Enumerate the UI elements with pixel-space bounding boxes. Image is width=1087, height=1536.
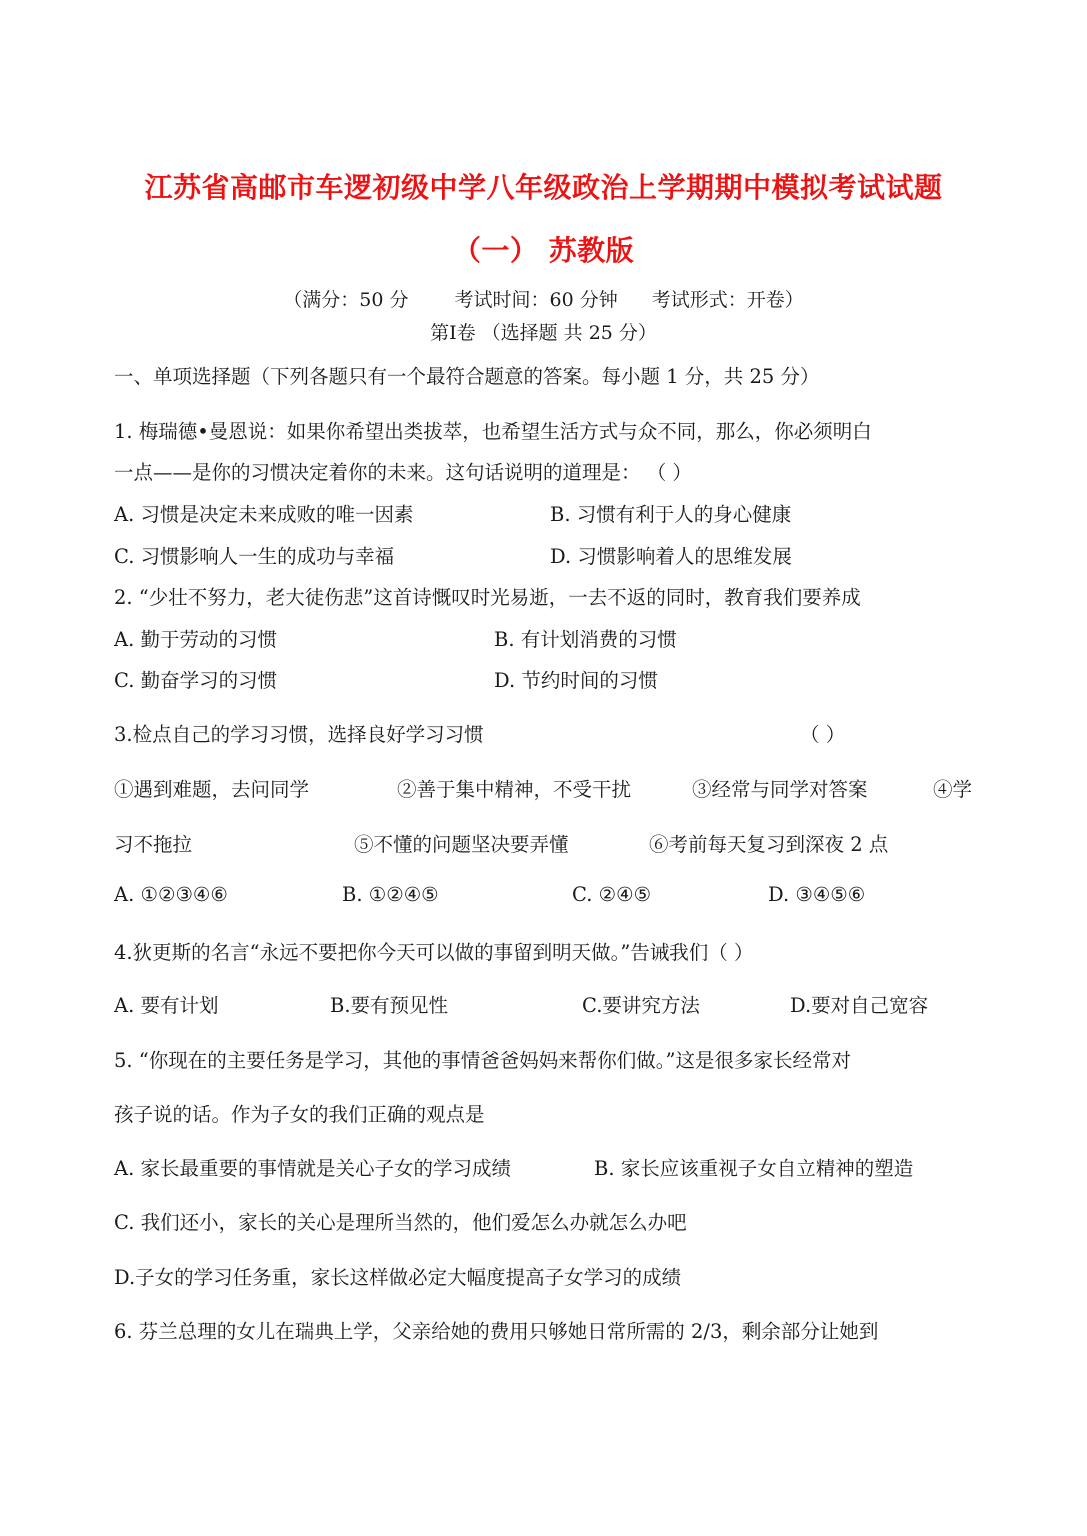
section-heading: 一、单项选择题（下列各题只有一个最符合题意的答案。每小题 1 分，共 25 分）: [114, 365, 820, 388]
q2-option-b: B. 有计划消费的习惯: [494, 628, 677, 651]
q5-stem-line2: 孩子说的话。作为子女的我们正确的观点是: [114, 1103, 485, 1126]
exam-title-line1: 江苏省高邮市车逻初级中学八年级政治上学期期中模拟考试试题: [144, 171, 943, 204]
q3-item-2: ②善于集中精神，不受干扰: [397, 778, 632, 801]
q2-option-a: A. 勤于劳动的习惯: [114, 628, 277, 651]
q3-option-b: B. ①②④⑤: [342, 883, 439, 906]
q4-option-d: D.要对自己宽容: [790, 994, 929, 1017]
q3-item-4-start: ④学: [933, 778, 973, 801]
q3-stem: 3.检点自己的学习习惯，选择良好学习习惯: [114, 723, 484, 746]
q4-stem: 4.狄更斯的名言“永远不要把你今天可以做的事留到明天做。”告诫我们（ ）: [114, 941, 754, 964]
q2-stem: 2. “少壮不努力，老大徒伤悲”这首诗慨叹时光易逝，一去不返的同时，教育我们要养成: [114, 586, 861, 609]
q3-item-5: ⑤不懂的问题坚决要弄懂: [354, 833, 569, 856]
q5-option-a: A. 家长最重要的事情就是关心子女的学习成绩: [114, 1157, 511, 1180]
q4-option-c: C.要讲究方法: [582, 994, 700, 1017]
q5-option-b: B. 家长应该重视子女自立精神的塑造: [594, 1157, 914, 1180]
exam-title-line2: （一） 苏教版: [452, 234, 635, 267]
exam-time: 考试时间：60 分钟: [454, 289, 618, 311]
q2-option-c: C. 勤奋学习的习惯: [114, 669, 278, 692]
q3-option-d: D. ③④⑤⑥: [768, 883, 866, 906]
q3-answer-bracket: （ ）: [800, 723, 846, 746]
q3-option-c: C. ②④⑤: [572, 883, 652, 906]
exam-info: [0, 285, 1087, 312]
q1-option-d: D. 习惯影响着人的思维发展: [550, 545, 792, 568]
q6-stem-line1: 6. 芬兰总理的女儿在瑞典上学，父亲给她的费用只够她日常所需的 2/3，剩余部分让她到: [114, 1320, 879, 1343]
q1-option-b: B. 习惯有利于人的身心健康: [550, 503, 792, 526]
q1-option-a: A. 习惯是决定未来成败的唯一因素: [114, 503, 414, 526]
q5-stem-line1: 5. “你现在的主要任务是学习，其他的事情爸爸妈妈来帮你们做。”这是很多家长经常对: [114, 1049, 851, 1072]
q1-stem-line1: 1. 梅瑞德•曼恩说：如果你希望出类拔萃，也希望生活方式与众不同，那么，你必须明白: [114, 420, 872, 443]
exam-form: 考试形式：开卷）: [651, 289, 804, 311]
q1-option-c: C. 习惯影响人一生的成功与幸福: [114, 545, 395, 568]
q5-option-c: C. 我们还小，家长的关心是理所当然的，他们爱怎么办就怎么办吧: [114, 1211, 687, 1234]
q5-option-d: D.子女的学习任务重，家长这样做必定大幅度提高子女学习的成绩: [114, 1266, 682, 1289]
q4-option-b: B.要有预见性: [330, 994, 449, 1017]
full-score: （满分：50 分: [283, 289, 409, 311]
q3-item-6: ⑥考前每天复习到深夜 2 点: [649, 833, 889, 856]
q3-option-a: A. ①②③④⑥: [114, 883, 228, 906]
q4-option-a: A. 要有计划: [114, 994, 219, 1017]
q3-item-3: ③经常与同学对答案: [692, 778, 868, 801]
q2-option-d: D. 节约时间的习惯: [494, 669, 658, 692]
q3-item-1: ①遇到难题，去问同学: [114, 778, 310, 801]
q3-item-4-end: 习不拖拉: [114, 833, 193, 856]
q1-stem-line2: 一点——是你的习惯决定着你的未来。这句话说明的道理是： （ ）: [114, 461, 692, 484]
volume-heading: 第Ⅰ卷 （选择题 共 25 分）: [430, 322, 657, 344]
